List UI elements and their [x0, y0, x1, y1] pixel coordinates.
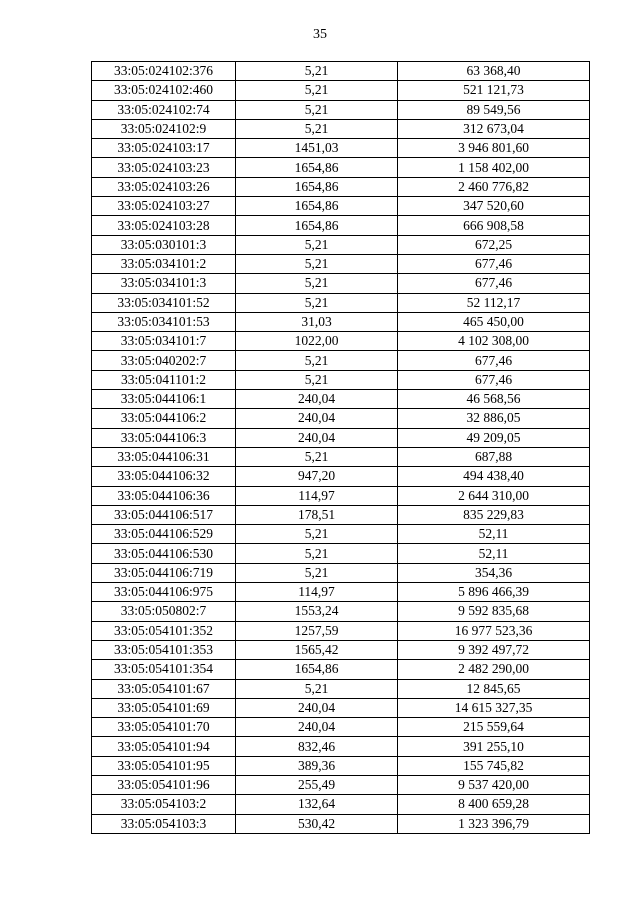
cadastral-number-cell: 33:05:024103:28 — [92, 216, 236, 235]
cadastral-value-cell: 155 745,82 — [398, 756, 590, 775]
table-row — [92, 583, 590, 602]
rate-cell: 5,21 — [236, 351, 398, 370]
cadastral-number-cell: 33:05:044106:1 — [92, 390, 236, 409]
cadastral-value-cell: 8 400 659,28 — [398, 795, 590, 814]
table-row — [92, 486, 590, 505]
cadastral-value-cell: 49 209,05 — [398, 428, 590, 447]
table-row — [92, 660, 590, 679]
table-row — [92, 177, 590, 196]
table-row — [92, 756, 590, 775]
cadastral-number-cell: 33:05:044106:517 — [92, 505, 236, 524]
rate-cell: 947,20 — [236, 467, 398, 486]
rate-cell: 1022,00 — [236, 332, 398, 351]
table-row — [92, 274, 590, 293]
cadastral-value-cell: 52 112,17 — [398, 293, 590, 312]
cadastral-number-cell: 33:05:034101:7 — [92, 332, 236, 351]
rate-cell: 5,21 — [236, 100, 398, 119]
table-row — [92, 795, 590, 814]
cadastral-number-cell: 33:05:054101:96 — [92, 775, 236, 794]
rate-cell: 132,64 — [236, 795, 398, 814]
table-row — [92, 409, 590, 428]
cadastral-value-cell: 1 158 402,00 — [398, 158, 590, 177]
table-row — [92, 390, 590, 409]
cadastral-value-cell: 215 559,64 — [398, 718, 590, 737]
cadastral-number-cell: 33:05:034101:52 — [92, 293, 236, 312]
rate-cell: 832,46 — [236, 737, 398, 756]
rate-cell: 5,21 — [236, 62, 398, 81]
rate-cell: 114,97 — [236, 583, 398, 602]
rate-cell: 240,04 — [236, 428, 398, 447]
cadastral-number-cell: 33:05:054101:67 — [92, 679, 236, 698]
table-row — [92, 563, 590, 582]
rate-cell: 240,04 — [236, 409, 398, 428]
cadastral-number-cell: 33:05:054103:2 — [92, 795, 236, 814]
rate-cell: 240,04 — [236, 718, 398, 737]
table-row — [92, 62, 590, 81]
cadastral-value-cell: 12 845,65 — [398, 679, 590, 698]
cadastral-value-cell: 2 482 290,00 — [398, 660, 590, 679]
table-row — [92, 525, 590, 544]
table-row — [92, 602, 590, 621]
table-row — [92, 737, 590, 756]
table-row — [92, 158, 590, 177]
cadastral-number-cell: 33:05:024103:23 — [92, 158, 236, 177]
cadastral-value-cell: 9 392 497,72 — [398, 640, 590, 659]
cadastral-value-cell: 521 121,73 — [398, 81, 590, 100]
cadastral-number-cell: 33:05:041101:2 — [92, 370, 236, 389]
cadastral-number-cell: 33:05:054101:353 — [92, 640, 236, 659]
cadastral-value-cell: 32 886,05 — [398, 409, 590, 428]
cadastral-number-cell: 33:05:044106:32 — [92, 467, 236, 486]
table-row — [92, 775, 590, 794]
cadastral-number-cell: 33:05:054101:95 — [92, 756, 236, 775]
table-row — [92, 235, 590, 254]
cadastral-value-cell: 677,46 — [398, 351, 590, 370]
cadastral-value-cell: 46 568,56 — [398, 390, 590, 409]
table-row — [92, 467, 590, 486]
cadastral-number-cell: 33:05:054103:3 — [92, 814, 236, 833]
rate-cell: 1565,42 — [236, 640, 398, 659]
table-row — [92, 370, 590, 389]
cadastral-number-cell: 33:05:044106:529 — [92, 525, 236, 544]
table-row — [92, 814, 590, 833]
cadastral-value-cell: 2 644 310,00 — [398, 486, 590, 505]
rate-cell: 5,21 — [236, 370, 398, 389]
cadastral-value-cell: 687,88 — [398, 447, 590, 466]
rate-cell: 1654,86 — [236, 197, 398, 216]
table-row — [92, 139, 590, 158]
rate-cell: 1654,86 — [236, 177, 398, 196]
cadastral-value-cell: 465 450,00 — [398, 312, 590, 331]
cadastral-number-cell: 33:05:034101:2 — [92, 254, 236, 273]
table-row — [92, 428, 590, 447]
rate-cell: 1553,24 — [236, 602, 398, 621]
rate-cell: 1257,59 — [236, 621, 398, 640]
rate-cell: 240,04 — [236, 390, 398, 409]
table-row — [92, 351, 590, 370]
table-row — [92, 254, 590, 273]
cadastral-value-cell: 52,11 — [398, 525, 590, 544]
table-row — [92, 216, 590, 235]
table-row — [92, 332, 590, 351]
cadastral-value-cell: 835 229,83 — [398, 505, 590, 524]
rate-cell: 1654,86 — [236, 216, 398, 235]
table-row — [92, 100, 590, 119]
cadastral-number-cell: 33:05:024103:17 — [92, 139, 236, 158]
table-row — [92, 197, 590, 216]
table-row — [92, 679, 590, 698]
table-row — [92, 447, 590, 466]
rate-cell: 5,21 — [236, 119, 398, 138]
cadastral-value-cell: 5 896 466,39 — [398, 583, 590, 602]
cadastral-value-table — [91, 61, 590, 834]
rate-cell: 5,21 — [236, 293, 398, 312]
cadastral-number-cell: 33:05:024103:27 — [92, 197, 236, 216]
table-row — [92, 544, 590, 563]
cadastral-number-cell: 33:05:024102:74 — [92, 100, 236, 119]
cadastral-value-cell: 312 673,04 — [398, 119, 590, 138]
cadastral-number-cell: 33:05:054101:69 — [92, 698, 236, 717]
cadastral-value-cell: 9 592 835,68 — [398, 602, 590, 621]
cadastral-value-cell: 672,25 — [398, 235, 590, 254]
page-number: 35 — [313, 27, 327, 42]
rate-cell: 1654,86 — [236, 660, 398, 679]
rate-cell: 1451,03 — [236, 139, 398, 158]
cadastral-number-cell: 33:05:044106:36 — [92, 486, 236, 505]
rate-cell: 240,04 — [236, 698, 398, 717]
table-row — [92, 698, 590, 717]
rate-cell: 114,97 — [236, 486, 398, 505]
cadastral-value-cell: 494 438,40 — [398, 467, 590, 486]
cadastral-value-cell: 677,46 — [398, 254, 590, 273]
cadastral-number-cell: 33:05:024102:376 — [92, 62, 236, 81]
table-row — [92, 505, 590, 524]
rate-cell: 255,49 — [236, 775, 398, 794]
cadastral-value-cell: 14 615 327,35 — [398, 698, 590, 717]
table-row — [92, 119, 590, 138]
cadastral-number-cell: 33:05:034101:3 — [92, 274, 236, 293]
cadastral-value-cell: 1 323 396,79 — [398, 814, 590, 833]
cadastral-number-cell: 33:05:044106:530 — [92, 544, 236, 563]
table-row — [92, 81, 590, 100]
table-row — [92, 621, 590, 640]
rate-cell: 5,21 — [236, 563, 398, 582]
cadastral-number-cell: 33:05:044106:31 — [92, 447, 236, 466]
cadastral-value-cell: 52,11 — [398, 544, 590, 563]
cadastral-number-cell: 33:05:054101:94 — [92, 737, 236, 756]
rate-cell: 5,21 — [236, 679, 398, 698]
cadastral-number-cell: 33:05:044106:2 — [92, 409, 236, 428]
cadastral-number-cell: 33:05:030101:3 — [92, 235, 236, 254]
cadastral-value-cell: 16 977 523,36 — [398, 621, 590, 640]
table-body — [92, 62, 590, 834]
cadastral-value-cell: 347 520,60 — [398, 197, 590, 216]
table-row — [92, 312, 590, 331]
table-row — [92, 640, 590, 659]
cadastral-number-cell: 33:05:034101:53 — [92, 312, 236, 331]
cadastral-number-cell: 33:05:054101:354 — [92, 660, 236, 679]
rate-cell: 1654,86 — [236, 158, 398, 177]
cadastral-value-cell: 677,46 — [398, 370, 590, 389]
cadastral-number-cell: 33:05:024102:460 — [92, 81, 236, 100]
cadastral-number-cell: 33:05:044106:719 — [92, 563, 236, 582]
rate-cell: 530,42 — [236, 814, 398, 833]
cadastral-value-cell: 354,36 — [398, 563, 590, 582]
cadastral-number-cell: 33:05:044106:975 — [92, 583, 236, 602]
cadastral-value-cell: 391 255,10 — [398, 737, 590, 756]
rate-cell: 389,36 — [236, 756, 398, 775]
cadastral-number-cell: 33:05:054101:352 — [92, 621, 236, 640]
rate-cell: 31,03 — [236, 312, 398, 331]
cadastral-value-cell: 666 908,58 — [398, 216, 590, 235]
rate-cell: 5,21 — [236, 274, 398, 293]
rate-cell: 5,21 — [236, 81, 398, 100]
cadastral-number-cell: 33:05:024103:26 — [92, 177, 236, 196]
rate-cell: 5,21 — [236, 544, 398, 563]
cadastral-value-cell: 63 368,40 — [398, 62, 590, 81]
cadastral-number-cell: 33:05:040202:7 — [92, 351, 236, 370]
table-row — [92, 718, 590, 737]
cadastral-value-cell: 677,46 — [398, 274, 590, 293]
rate-cell: 5,21 — [236, 447, 398, 466]
cadastral-value-cell: 89 549,56 — [398, 100, 590, 119]
cadastral-value-cell: 4 102 308,00 — [398, 332, 590, 351]
cadastral-value-cell: 9 537 420,00 — [398, 775, 590, 794]
cadastral-number-cell: 33:05:054101:70 — [92, 718, 236, 737]
rate-cell: 5,21 — [236, 254, 398, 273]
table-row — [92, 293, 590, 312]
cadastral-number-cell: 33:05:044106:3 — [92, 428, 236, 447]
rate-cell: 5,21 — [236, 235, 398, 254]
cadastral-value-cell: 2 460 776,82 — [398, 177, 590, 196]
cadastral-number-cell: 33:05:024102:9 — [92, 119, 236, 138]
cadastral-number-cell: 33:05:050802:7 — [92, 602, 236, 621]
rate-cell: 178,51 — [236, 505, 398, 524]
rate-cell: 5,21 — [236, 525, 398, 544]
cadastral-value-cell: 3 946 801,60 — [398, 139, 590, 158]
